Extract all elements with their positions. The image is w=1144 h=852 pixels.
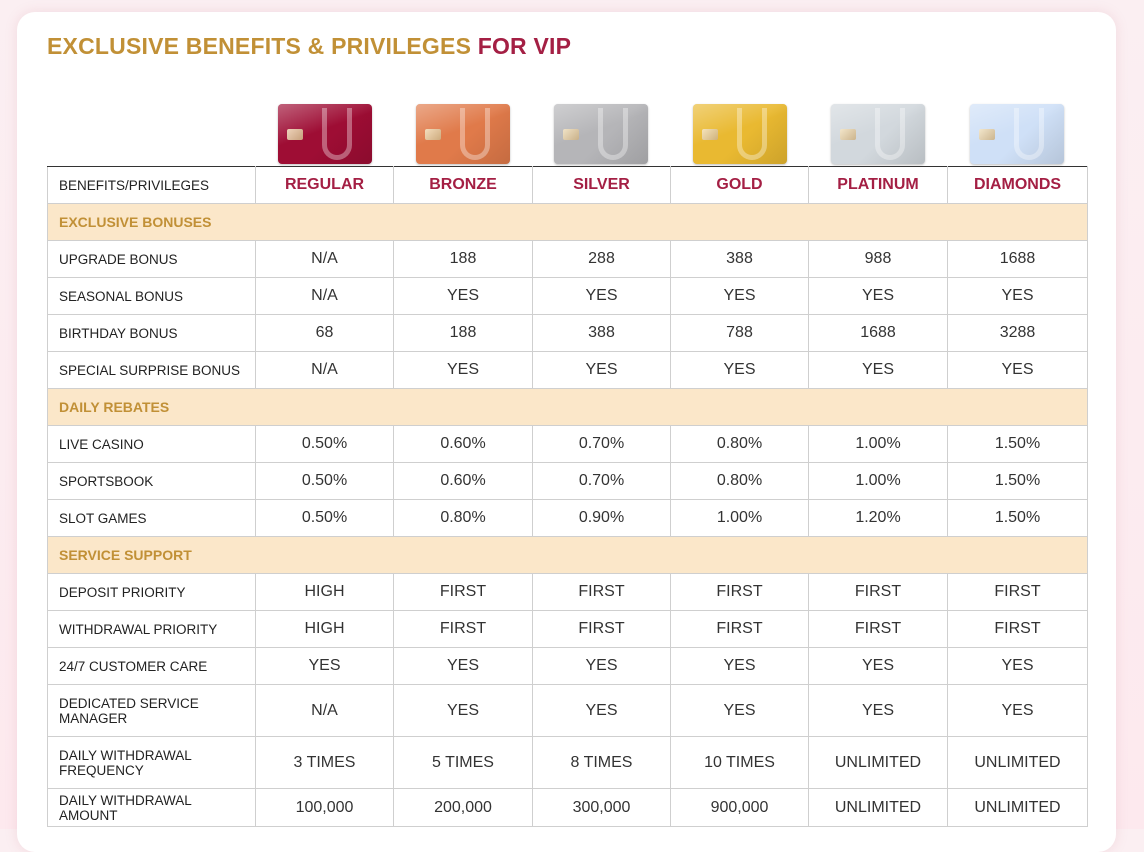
row-value: 3 TIMES — [256, 737, 394, 789]
row-value: UNLIMITED — [809, 737, 948, 789]
row-value: 1.20% — [809, 500, 948, 537]
row-value: 1.50% — [948, 500, 1088, 537]
row-value: 1.00% — [809, 463, 948, 500]
row-value: 0.60% — [394, 426, 533, 463]
row-value: 1688 — [809, 315, 948, 352]
row-value: N/A — [256, 278, 394, 315]
row-value: N/A — [256, 685, 394, 737]
diamonds-card-icon — [970, 104, 1064, 164]
row-value: YES — [394, 685, 533, 737]
bronze-card-icon — [416, 104, 510, 164]
table-row — [48, 737, 1088, 789]
row-value: HIGH — [256, 611, 394, 648]
row-label: LIVE CASINO — [48, 426, 256, 463]
tier-header-gold: GOLD — [671, 167, 809, 204]
table-row — [48, 315, 1088, 352]
table-row — [48, 685, 1088, 737]
table-row — [48, 648, 1088, 685]
row-value: N/A — [256, 352, 394, 389]
row-value: FIRST — [394, 574, 533, 611]
table-row — [48, 241, 1088, 278]
row-value: YES — [394, 278, 533, 315]
row-value: UNLIMITED — [809, 789, 948, 827]
row-value: 8 TIMES — [533, 737, 671, 789]
section-title: DAILY REBATES — [48, 389, 1088, 426]
row-value: 1.50% — [948, 463, 1088, 500]
row-value: 68 — [256, 315, 394, 352]
row-value: YES — [671, 685, 809, 737]
benefits-table — [47, 166, 1088, 827]
row-value: 388 — [533, 315, 671, 352]
row-label: DAILY WITHDRAWAL AMOUNT — [48, 789, 256, 827]
row-value: UNLIMITED — [948, 789, 1088, 827]
row-value: YES — [809, 352, 948, 389]
section-header-row — [48, 389, 1088, 426]
row-label: 24/7 CUSTOMER CARE — [48, 648, 256, 685]
row-value: 0.80% — [671, 426, 809, 463]
tier-header-silver: SILVER — [533, 167, 671, 204]
row-value: FIRST — [671, 611, 809, 648]
section-title: EXCLUSIVE BONUSES — [48, 204, 1088, 241]
section-header-row — [48, 204, 1088, 241]
row-value: YES — [671, 648, 809, 685]
row-label: SPORTSBOOK — [48, 463, 256, 500]
row-value: 10 TIMES — [671, 737, 809, 789]
table-row — [48, 611, 1088, 648]
row-value: YES — [394, 352, 533, 389]
row-value: FIRST — [809, 611, 948, 648]
table-row — [48, 352, 1088, 389]
row-value: FIRST — [394, 611, 533, 648]
gold-card-icon — [693, 104, 787, 164]
row-value: FIRST — [533, 611, 671, 648]
row-value: YES — [533, 648, 671, 685]
row-value: 988 — [809, 241, 948, 278]
row-value: 388 — [671, 241, 809, 278]
row-label: UPGRADE BONUS — [48, 241, 256, 278]
tier-header-diamonds: DIAMONDS — [948, 167, 1088, 204]
table-row — [48, 789, 1088, 827]
row-value: 900,000 — [671, 789, 809, 827]
row-value: 0.50% — [256, 463, 394, 500]
section-header-row — [48, 537, 1088, 574]
row-value: 0.60% — [394, 463, 533, 500]
title-vip: FOR VIP — [477, 33, 572, 59]
row-value: YES — [533, 278, 671, 315]
page-title — [47, 33, 571, 60]
row-value: YES — [671, 278, 809, 315]
row-value: FIRST — [671, 574, 809, 611]
row-value: 1.00% — [809, 426, 948, 463]
row-value: HIGH — [256, 574, 394, 611]
tier-header-regular: REGULAR — [256, 167, 394, 204]
row-value: 5 TIMES — [394, 737, 533, 789]
tier-header-bronze: BRONZE — [394, 167, 533, 204]
row-value: 3288 — [948, 315, 1088, 352]
tier-header-platinum: PLATINUM — [809, 167, 948, 204]
table-row — [48, 426, 1088, 463]
row-value: YES — [394, 648, 533, 685]
row-value: 0.80% — [394, 500, 533, 537]
row-value: UNLIMITED — [948, 737, 1088, 789]
row-label: SPECIAL SURPRISE BONUS — [48, 352, 256, 389]
row-value: 1688 — [948, 241, 1088, 278]
row-value: YES — [809, 278, 948, 315]
title-main: EXCLUSIVE BENEFITS & PRIVILEGES — [47, 33, 472, 59]
platinum-card-icon — [831, 104, 925, 164]
table-row — [48, 500, 1088, 537]
regular-card-icon — [278, 104, 372, 164]
row-value: FIRST — [948, 574, 1088, 611]
row-label: SEASONAL BONUS — [48, 278, 256, 315]
row-label: DEPOSIT PRIORITY — [48, 574, 256, 611]
row-label: DAILY WITHDRAWAL FREQUENCY — [48, 737, 256, 789]
row-value: 288 — [533, 241, 671, 278]
row-value: 1.50% — [948, 426, 1088, 463]
row-value: 1.00% — [671, 500, 809, 537]
table-row — [48, 463, 1088, 500]
table-header-row — [48, 167, 1088, 204]
row-value: 200,000 — [394, 789, 533, 827]
row-value: FIRST — [533, 574, 671, 611]
row-value: 300,000 — [533, 789, 671, 827]
row-value: 100,000 — [256, 789, 394, 827]
silver-card-icon — [554, 104, 648, 164]
row-value: FIRST — [809, 574, 948, 611]
row-value: FIRST — [948, 611, 1088, 648]
row-value: YES — [948, 352, 1088, 389]
table-row — [48, 574, 1088, 611]
row-value: 0.70% — [533, 463, 671, 500]
row-label: SLOT GAMES — [48, 500, 256, 537]
row-value: YES — [809, 648, 948, 685]
row-value: 0.50% — [256, 426, 394, 463]
row-value: YES — [533, 685, 671, 737]
row-value: 0.50% — [256, 500, 394, 537]
row-value: YES — [809, 685, 948, 737]
header-label: BENEFITS/PRIVILEGES — [48, 167, 256, 204]
row-label: BIRTHDAY BONUS — [48, 315, 256, 352]
row-label: WITHDRAWAL PRIORITY — [48, 611, 256, 648]
row-value: YES — [533, 352, 671, 389]
row-label: DEDICATED SERVICE MANAGER — [48, 685, 256, 737]
row-value: N/A — [256, 241, 394, 278]
row-value: 188 — [394, 241, 533, 278]
row-value: YES — [671, 352, 809, 389]
row-value: 0.90% — [533, 500, 671, 537]
row-value: YES — [948, 648, 1088, 685]
row-value: YES — [948, 278, 1088, 315]
table-row — [48, 278, 1088, 315]
row-value: YES — [256, 648, 394, 685]
row-value: 0.80% — [671, 463, 809, 500]
row-value: 188 — [394, 315, 533, 352]
row-value: YES — [948, 685, 1088, 737]
row-value: 0.70% — [533, 426, 671, 463]
row-value: 788 — [671, 315, 809, 352]
section-title: SERVICE SUPPORT — [48, 537, 1088, 574]
